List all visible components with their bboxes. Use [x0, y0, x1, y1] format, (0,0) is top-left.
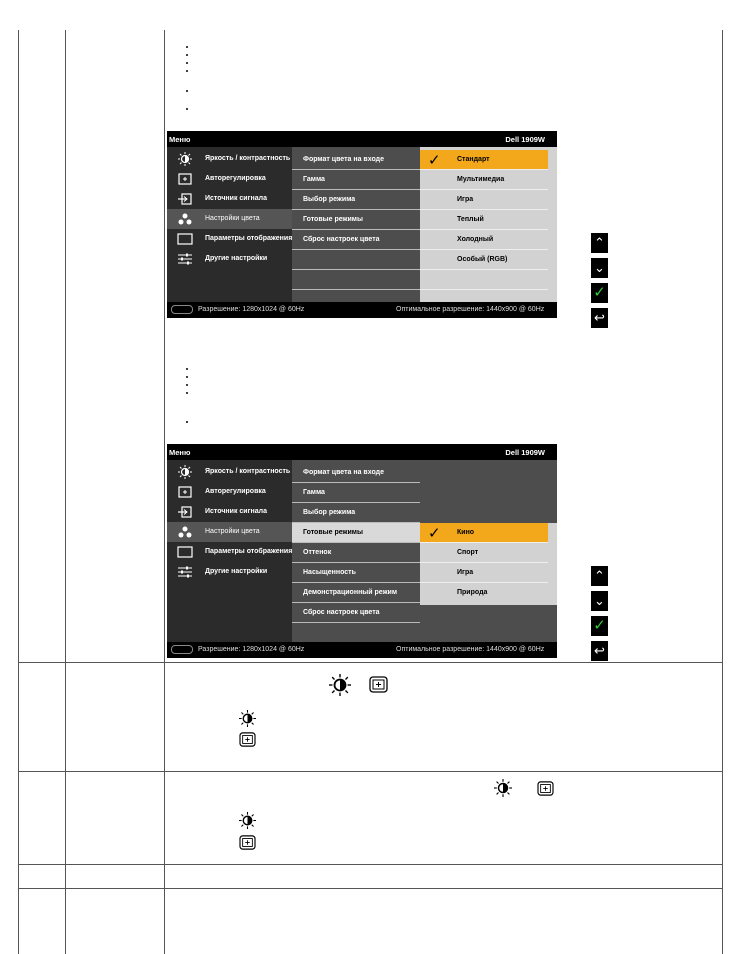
osd-sub-item[interactable]	[292, 543, 420, 563]
osd-optimal-resolution: Оптимальное разрешение: 1440x900 @ 60Hz	[396, 306, 545, 313]
osd-sub-label: Сброс настроек цвета	[303, 609, 380, 616]
osd-resolution: Разрешение: 1280x1024 @ 60Hz	[198, 306, 305, 313]
osd-title: Меню	[169, 135, 191, 144]
auto-adjust-icon	[537, 781, 554, 796]
brightness-icon	[239, 710, 256, 727]
osd-sub-item	[292, 250, 420, 270]
osd-option-label: Спорт	[457, 549, 479, 556]
osd-menu-color-settings	[167, 131, 557, 318]
osd-header	[167, 444, 557, 460]
osd-option-label: Мультимедиа	[457, 176, 505, 183]
bullet	[186, 392, 188, 394]
checkmark-icon: ✓	[428, 152, 441, 169]
osd-option-label: Особый (RGB)	[457, 256, 508, 263]
up-arrow-icon[interactable]: ⌃	[591, 566, 608, 586]
osd-option[interactable]	[420, 563, 548, 583]
other-settings-icon	[177, 252, 193, 266]
osd-footer	[167, 642, 557, 658]
up-arrow-icon[interactable]: ⌃	[591, 233, 608, 253]
bullet	[186, 421, 188, 423]
osd-item-label: Настройки цвета	[205, 215, 260, 222]
osd-option-label: Холодный	[457, 236, 494, 243]
osd-item-label: Яркость / контрастность	[205, 468, 291, 475]
osd-sub-item[interactable]	[292, 463, 420, 483]
osd-option[interactable]	[420, 543, 548, 563]
osd-sub-label: Насыщенность	[303, 569, 356, 576]
brightness-icon	[239, 812, 256, 829]
osd-item-display-settings[interactable]	[167, 229, 292, 249]
other-settings-icon	[177, 565, 193, 579]
osd-menu-preset-modes	[167, 444, 557, 658]
input-source-icon	[177, 192, 193, 206]
brightness-icon	[177, 152, 193, 166]
display-settings-icon	[177, 232, 193, 246]
osd-option[interactable]	[420, 250, 548, 270]
osd-option[interactable]	[420, 523, 548, 543]
osd-sub-item[interactable]	[292, 483, 420, 503]
brightness-icon	[177, 465, 193, 479]
osd-item-label: Настройки цвета	[205, 528, 260, 535]
auto-adjust-icon	[177, 172, 193, 186]
input-source-icon	[177, 505, 193, 519]
osd-option-label: Кино	[457, 529, 475, 536]
osd-submenu	[292, 460, 420, 642]
back-icon[interactable]: ↩	[591, 641, 608, 661]
down-arrow-icon[interactable]: ⌄	[591, 258, 608, 278]
osd-option[interactable]	[420, 583, 548, 603]
osd-sub-label: Оттенок	[303, 549, 332, 556]
osd-option[interactable]	[420, 190, 548, 210]
osd-item-brightness[interactable]	[167, 462, 292, 482]
bullet	[186, 46, 188, 48]
osd-item-other-settings[interactable]	[167, 249, 292, 269]
osd-model: Dell 1909W	[505, 135, 545, 144]
osd-option[interactable]	[420, 170, 548, 190]
auto-adjust-icon	[239, 732, 256, 747]
osd-model: Dell 1909W	[505, 448, 545, 457]
osd-option[interactable]	[420, 210, 548, 230]
color-settings-icon	[177, 525, 193, 539]
osd-sub-item[interactable]	[292, 523, 420, 543]
table-row-divider	[18, 864, 723, 865]
bullet	[186, 62, 188, 64]
osd-resolution: Разрешение: 1280x1024 @ 60Hz	[198, 646, 305, 653]
osd-footer	[167, 302, 557, 318]
bullet	[186, 70, 188, 72]
osd-main-menu	[167, 147, 292, 302]
table-row-divider	[18, 771, 723, 772]
brightness-icon	[329, 674, 351, 696]
table-row-divider	[18, 888, 723, 889]
osd-sub-label: Выбор режима	[303, 196, 356, 203]
down-arrow-icon[interactable]: ⌄	[591, 591, 608, 611]
osd-option-label: Теплый	[457, 216, 484, 223]
osd-title: Меню	[169, 448, 191, 457]
osd-option[interactable]	[420, 150, 548, 170]
osd-sub-label: Гамма	[303, 489, 325, 496]
osd-item-label: Другие настройки	[205, 568, 268, 575]
table-col-divider-2	[164, 30, 165, 954]
dell-logo-icon	[171, 305, 193, 314]
bullet	[186, 384, 188, 386]
color-settings-icon	[177, 212, 193, 226]
brightness-icon	[494, 779, 512, 797]
osd-item-label: Источник сигнала	[205, 195, 267, 202]
bullet	[186, 376, 188, 378]
osd-options	[420, 460, 557, 642]
osd-sub-label: Готовые режимы	[303, 216, 363, 223]
bullet	[186, 90, 188, 92]
display-settings-icon	[177, 545, 193, 559]
table-row-divider	[18, 662, 723, 663]
auto-adjust-icon	[177, 485, 193, 499]
osd-optimal-resolution: Оптимальное разрешение: 1440x900 @ 60Hz	[396, 646, 545, 653]
ok-check-icon[interactable]: ✓	[591, 283, 608, 303]
back-icon[interactable]: ↩	[591, 308, 608, 328]
osd-option-label: Природа	[457, 589, 488, 596]
osd-item-label: Авторегулировка	[205, 175, 266, 182]
osd-sub-item[interactable]	[292, 603, 420, 623]
osd-sub-item[interactable]	[292, 150, 420, 170]
osd-sub-label: Гамма	[303, 176, 325, 183]
osd-sub-item[interactable]	[292, 563, 420, 583]
osd-sub-item[interactable]	[292, 583, 420, 603]
osd-item-label: Параметры отображения	[205, 548, 293, 555]
osd-sub-label: Демонстрационный режим	[303, 589, 398, 596]
osd-item-auto-adjust[interactable]	[167, 169, 292, 189]
osd-sub-item[interactable]	[292, 190, 420, 210]
osd-option-label: Стандарт	[457, 156, 490, 163]
osd-item-other-settings[interactable]	[167, 562, 292, 582]
osd-item-color-settings[interactable]	[167, 209, 292, 229]
osd-sub-item[interactable]	[292, 210, 420, 230]
osd-option	[420, 270, 548, 290]
osd-item-label: Источник сигнала	[205, 508, 267, 515]
osd-item-input-source[interactable]	[167, 189, 292, 209]
osd-sub-item	[292, 270, 420, 290]
osd-option-label: Игра	[457, 569, 474, 576]
osd-sub-label: Сброс настроек цвета	[303, 236, 380, 243]
table-border-left	[18, 30, 19, 954]
dell-logo-icon	[171, 645, 193, 654]
osd-sub-label: Готовые режимы	[303, 529, 363, 536]
osd-option[interactable]	[420, 230, 548, 250]
osd-sub-item[interactable]	[292, 170, 420, 190]
checkmark-icon: ✓	[428, 525, 441, 542]
osd-header	[167, 131, 557, 147]
osd-item-label: Авторегулировка	[205, 488, 266, 495]
osd-item-auto-adjust[interactable]	[167, 482, 292, 502]
osd-sub-item[interactable]	[292, 230, 420, 250]
osd-item-brightness[interactable]	[167, 149, 292, 169]
osd-item-label: Яркость / контрастность	[205, 155, 291, 162]
table-col-divider-1	[65, 30, 66, 954]
osd-item-label: Другие настройки	[205, 255, 268, 262]
osd-main-menu	[167, 460, 292, 642]
osd-item-label: Параметры отображения	[205, 235, 293, 242]
bullet	[186, 368, 188, 370]
osd-sub-label: Выбор режима	[303, 509, 356, 516]
osd-item-display-settings[interactable]	[167, 542, 292, 562]
ok-check-icon[interactable]: ✓	[591, 616, 608, 636]
auto-adjust-icon	[369, 676, 388, 693]
osd-options	[420, 147, 557, 302]
osd-submenu	[292, 147, 420, 302]
osd-sub-label: Формат цвета на входе	[303, 469, 384, 476]
table-border-right	[722, 30, 723, 954]
osd-option-label: Игра	[457, 196, 474, 203]
auto-adjust-icon	[239, 835, 256, 850]
bullet	[186, 54, 188, 56]
bullet	[186, 108, 188, 110]
osd-item-color-settings[interactable]	[167, 522, 292, 542]
osd-sub-label: Формат цвета на входе	[303, 156, 384, 163]
osd-sub-item[interactable]	[292, 503, 420, 523]
osd-item-input-source[interactable]	[167, 502, 292, 522]
